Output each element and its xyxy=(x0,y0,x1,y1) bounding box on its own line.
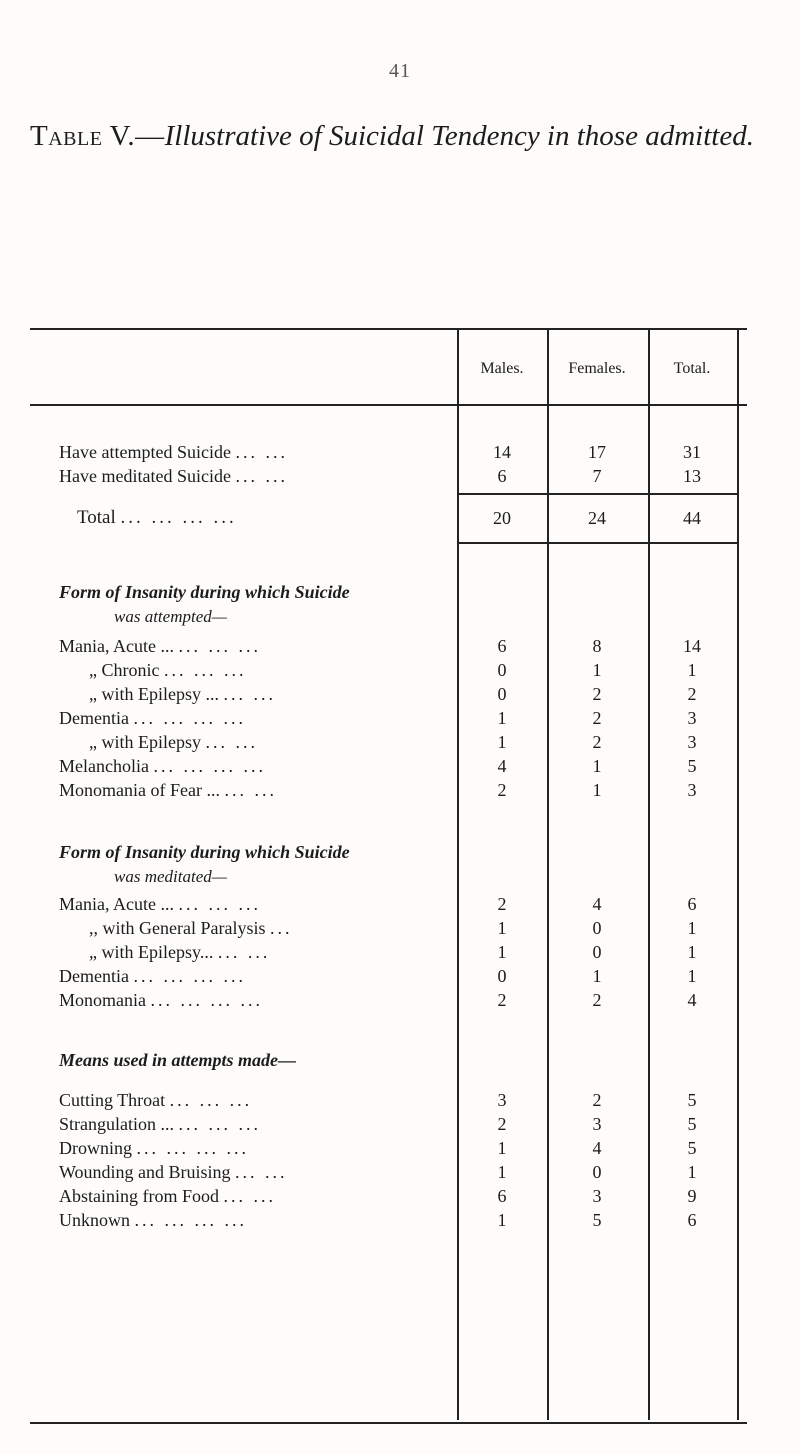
cell-males: 0 xyxy=(497,684,507,704)
row-label: „ Chronic ... ... ... xyxy=(89,660,247,680)
total-bottom-rule-males xyxy=(457,542,547,544)
cell-males: 2 xyxy=(497,894,507,914)
cell-males: 3 xyxy=(497,1090,507,1110)
table-row-attempted xyxy=(30,440,747,464)
cell-total: 14 xyxy=(683,636,701,656)
row-label: Wounding and Bruising ... ... xyxy=(59,1162,288,1182)
cell-males: 6 xyxy=(497,1186,507,1206)
header-rule xyxy=(30,404,747,406)
cell-females: 0 xyxy=(592,942,602,962)
section-subheading-meditated: was meditated— xyxy=(114,867,227,886)
row-label: „ with Epilepsy ... ... ... xyxy=(89,684,276,704)
row-label: Monomania ... ... ... ... xyxy=(59,990,263,1010)
row-label: Dementia ... ... ... ... xyxy=(59,966,246,986)
cell-females: 1 xyxy=(592,966,602,986)
cell-males: 1 xyxy=(497,942,507,962)
table-row xyxy=(30,1088,747,1112)
table-row-meditated xyxy=(30,464,747,488)
section-heading-means: Means used in attempts made— xyxy=(59,1050,297,1070)
page-number: 41 xyxy=(389,60,411,82)
cell-males: 2 xyxy=(497,990,507,1010)
table-row xyxy=(30,754,747,778)
cell-total: 1 xyxy=(687,966,697,986)
cell-females: 0 xyxy=(592,1162,602,1182)
section-heading-meditated: Form of Insanity during which Suicide xyxy=(59,842,350,862)
row-label: Cutting Throat ... ... ... xyxy=(59,1090,253,1110)
cell-total: 2 xyxy=(687,684,697,704)
cell-males: 0 xyxy=(497,660,507,680)
cell-males: 1 xyxy=(497,1138,507,1158)
cell-males: 6 xyxy=(497,636,507,656)
row-label: Dementia ... ... ... ... xyxy=(59,708,246,728)
cell-total: 5 xyxy=(687,756,697,776)
table-row xyxy=(30,658,747,682)
table-right-rule xyxy=(737,328,739,1420)
cell-males: 4 xyxy=(497,756,507,776)
row-label: Abstaining from Food ... ... xyxy=(59,1186,276,1206)
cell-females: 2 xyxy=(592,684,602,704)
row-label: Total ... ... ... ... xyxy=(77,507,237,528)
cell-total: 5 xyxy=(687,1090,697,1110)
total-top-rule-females xyxy=(547,493,648,495)
cell-total: 1 xyxy=(687,660,697,680)
table-row xyxy=(30,1184,747,1208)
cell-males: 14 xyxy=(493,442,511,462)
cell-females: 2 xyxy=(592,732,602,752)
cell-females: 1 xyxy=(592,660,602,680)
total-bottom-rule-total xyxy=(648,542,737,544)
table-row xyxy=(30,1160,747,1184)
cell-males: 1 xyxy=(497,732,507,752)
cell-total: 6 xyxy=(687,894,697,914)
cell-females: 4 xyxy=(592,894,602,914)
table-row xyxy=(30,916,747,940)
cell-males: 1 xyxy=(497,918,507,938)
table-title-lead: Table V.— xyxy=(30,120,165,152)
col-header-total: Total. xyxy=(673,360,711,377)
table-row xyxy=(30,1112,747,1136)
cell-females: 2 xyxy=(592,990,602,1010)
col-divider-3 xyxy=(648,328,650,1420)
table-row xyxy=(30,634,747,658)
section-heading-attempted: Form of Insanity during which Suicide xyxy=(59,582,350,602)
cell-total: 1 xyxy=(687,942,697,962)
row-label: Monomania of Fear ... ... ... xyxy=(59,780,277,800)
row-label: Have meditated Suicide ... ... xyxy=(59,466,288,486)
table-row xyxy=(30,682,747,706)
total-bottom-rule-females xyxy=(547,542,648,544)
row-label: Have attempted Suicide ... ... xyxy=(59,442,288,462)
col-header-females: Females. xyxy=(568,360,626,377)
section-subheading-attempted: was attempted— xyxy=(114,607,227,626)
cell-total: 3 xyxy=(687,732,697,752)
table-row xyxy=(30,1208,747,1232)
cell-total: 4 xyxy=(687,990,697,1010)
cell-females: 1 xyxy=(592,756,602,776)
cell-males: 20 xyxy=(493,508,511,528)
cell-total: 6 xyxy=(687,1210,697,1230)
row-label: Strangulation ... ... ... ... xyxy=(59,1114,261,1134)
cell-females: 24 xyxy=(588,508,606,528)
table-top-rule xyxy=(30,328,747,330)
cell-males: 6 xyxy=(497,466,507,486)
cell-females: 5 xyxy=(592,1210,602,1230)
cell-total: 1 xyxy=(687,918,697,938)
cell-total: 13 xyxy=(683,466,701,486)
table-title-text: Illustrative of Suicidal Tendency in those admitted. xyxy=(164,120,754,152)
cell-males: 1 xyxy=(497,708,507,728)
table-row xyxy=(30,1136,747,1160)
table-row xyxy=(30,730,747,754)
total-top-rule-total xyxy=(648,493,737,495)
row-label: Drowning ... ... ... ... xyxy=(59,1138,249,1158)
table-row xyxy=(30,988,747,1012)
col-header-males: Males. xyxy=(480,360,524,377)
cell-total: 5 xyxy=(687,1138,697,1158)
row-label: Mania, Acute ... ... ... ... xyxy=(59,636,261,656)
cell-females: 7 xyxy=(592,466,602,486)
cell-total: 44 xyxy=(683,508,701,528)
table-row xyxy=(30,706,747,730)
table-bottom-rule xyxy=(30,1422,747,1424)
col-divider-2 xyxy=(547,328,549,1420)
cell-females: 17 xyxy=(588,442,606,462)
cell-females: 2 xyxy=(592,708,602,728)
cell-females: 1 xyxy=(592,780,602,800)
table-row xyxy=(30,964,747,988)
cell-females: 8 xyxy=(592,636,602,656)
row-label: Mania, Acute ... ... ... ... xyxy=(59,894,261,914)
table-row xyxy=(30,940,747,964)
table-row-total xyxy=(30,506,747,530)
cell-total: 9 xyxy=(687,1186,697,1206)
row-label: „ with Epilepsy ... ... xyxy=(89,732,258,752)
total-top-rule-males xyxy=(457,493,547,495)
row-label: „ with Epilepsy... ... ... xyxy=(89,942,271,962)
row-label: ,, with General Paralysis ... xyxy=(89,918,293,938)
cell-males: 2 xyxy=(497,780,507,800)
cell-females: 0 xyxy=(592,918,602,938)
cell-females: 4 xyxy=(592,1138,602,1158)
table-row xyxy=(30,892,747,916)
row-label: Melancholia ... ... ... ... xyxy=(59,756,266,776)
table-title xyxy=(30,110,800,162)
cell-total: 5 xyxy=(687,1114,697,1134)
cell-males: 1 xyxy=(497,1162,507,1182)
col-divider-1 xyxy=(457,328,459,1420)
cell-males: 2 xyxy=(497,1114,507,1134)
cell-total: 31 xyxy=(683,442,701,462)
cell-females: 3 xyxy=(592,1186,602,1206)
table-row xyxy=(30,778,747,802)
cell-total: 3 xyxy=(687,780,697,800)
cell-total: 1 xyxy=(687,1162,697,1182)
cell-females: 2 xyxy=(592,1090,602,1110)
cell-males: 0 xyxy=(497,966,507,986)
cell-males: 1 xyxy=(497,1210,507,1230)
cell-females: 3 xyxy=(592,1114,602,1134)
suicide-table xyxy=(30,330,747,1454)
cell-total: 3 xyxy=(687,708,697,728)
row-label: Unknown ... ... ... ... xyxy=(59,1210,247,1230)
